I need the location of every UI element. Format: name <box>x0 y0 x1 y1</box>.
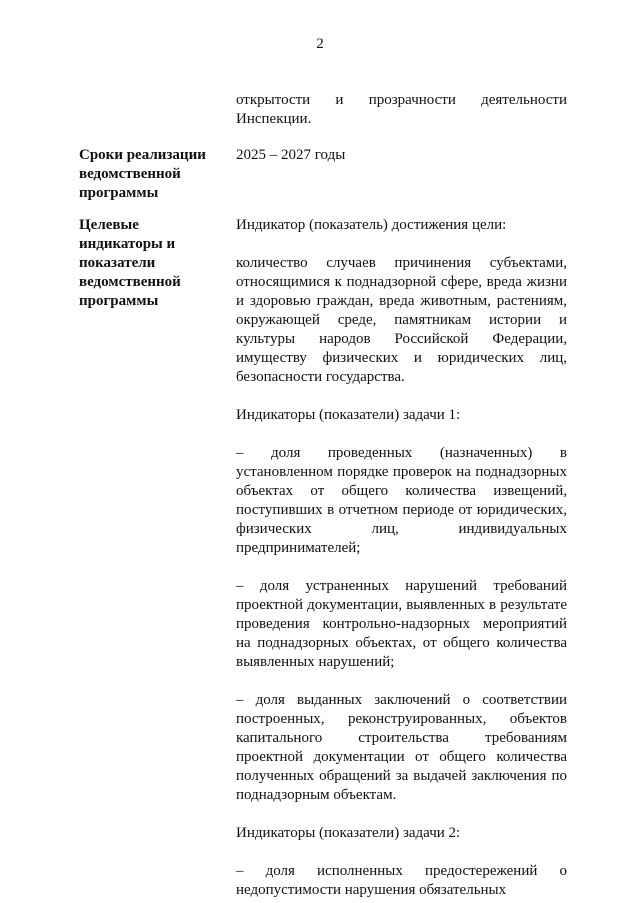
page-number: 2 <box>316 36 324 52</box>
task1-heading: Индикаторы (показатели) задачи 1: <box>236 407 461 423</box>
terms-value: 2025 – 2027 годы <box>236 147 346 163</box>
goal-text: количество случаев причинения субъектами, относящимися к поднадзорной сфере, вреда жизни и здоровью граждан, вреда животным, растениям, окружающей среде, памятникам истории и культуры народов Российской Федерации, имуществу физических и юридических лиц, безопасности государства. <box>236 255 567 385</box>
task1-item: – доля выданных заключений о соответствии построенных, реконструированных, объектов капитального строительства требованиям проектной документации от общего количества полученных обращений за выдачей заключения по поднадзорным объектам. <box>236 692 567 803</box>
goal-heading: Индикатор (показатель) достижения цели: <box>236 217 507 233</box>
continuation-text: открытости и прозрачности деятельности Инспекции. <box>236 92 567 127</box>
task1-item: – доля устраненных нарушений требований проектной документации, выявленных в результате проведения контрольно-надзорных мероприятий на поднадзорных объектах, от общего количества выявленных нарушений; <box>236 578 567 670</box>
targets-row <box>79 216 567 898</box>
task1-item: – доля проведенных (назначенных) в установленном порядке проверок на поднадзорных объектах от общего количества извещений, поступивших в отчетном периоде от юридических, физических лиц, индивидуальных предпринимателей; <box>236 445 567 556</box>
continuation-cell <box>236 91 567 129</box>
terms-cell <box>236 146 567 165</box>
terms-label: Сроки реализации ведомственной программы <box>79 147 206 201</box>
targets-cell <box>236 216 567 900</box>
task2-heading: Индикаторы (показатели) задачи 2: <box>236 825 461 841</box>
terms-row <box>79 146 567 206</box>
task2-item: – доля исполненных предостережений о недопустимости нарушения обязательных <box>236 863 567 898</box>
targets-label: Целевые индикаторы и показатели ведомственной программы <box>79 217 181 309</box>
continuation-row <box>79 91 567 131</box>
